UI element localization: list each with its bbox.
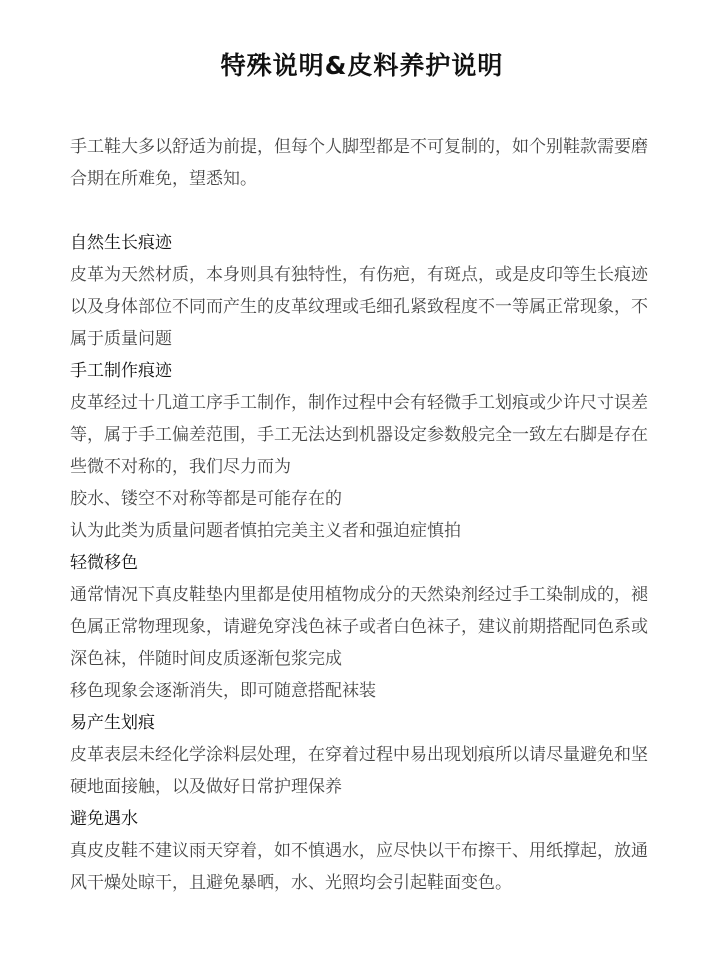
section-scratches (70, 707, 650, 803)
section-paragraph: 皮革为天然材质，本身则具有独特性，有伤疤，有斑点，或是皮印等生长痕迹以及身体部位不同而产生的皮革纹理或毛细孔紧致程度不一等属正常现象，不属于质量问题 (70, 265, 648, 349)
section-paragraph: 通常情况下真皮鞋垫内里都是使用植物成分的天然染剂经过手工染制成的，褪色属正常物理现象，请避免穿浅色袜子或者白色袜子，建议前期搭配同色系或深色袜，伴随时间皮质逐渐包浆完成 (70, 585, 648, 669)
section-heading: 避免遇水 (70, 809, 138, 829)
section-heading: 自然生长痕迹 (70, 233, 172, 253)
section-heading: 易产生划痕 (70, 713, 155, 733)
section-paragraph: 真皮皮鞋不建议雨天穿着，如不慎遇水，应尽快以干布擦干、用纸撑起，放通风干燥处晾干，且避免暴晒，水、光照均会引起鞋面变色。 (70, 841, 648, 893)
section-handmade-marks (70, 355, 650, 547)
section-paragraph: 认为此类为质量问题者慎拍完美主义者和强迫症慎拍 (70, 521, 461, 541)
section-avoid-water (70, 803, 650, 899)
section-paragraph: 移色现象会逐渐消失，即可随意搭配袜装 (70, 681, 376, 701)
document-body (70, 131, 650, 899)
section-paragraph: 皮革表层未经化学涂料层处理，在穿着过程中易出现划痕所以请尽量避免和坚硬地面接触，以及做好日常护理保养 (70, 745, 648, 797)
section-heading: 手工制作痕迹 (70, 361, 172, 381)
section-paragraph: 胶水、镂空不对称等都是可能存在的 (70, 489, 342, 509)
section-color-transfer (70, 547, 650, 707)
page-title: 特殊说明&皮料养护说明 (220, 51, 504, 80)
intro-paragraph: 手工鞋大多以舒适为前提，但每个人脚型都是不可复制的，如个别鞋款需要磨合期在所难免，望悉知。 (70, 137, 648, 189)
section-heading: 轻微移色 (70, 553, 138, 573)
section-paragraph: 皮革经过十几道工序手工制作，制作过程中会有轻微手工划痕或少许尺寸误差等，属于手工偏差范围，手工无法达到机器设定参数般完全一致左右脚是存在些微不对称的，我们尽力而为 (70, 393, 648, 477)
section-natural-marks (70, 227, 650, 355)
